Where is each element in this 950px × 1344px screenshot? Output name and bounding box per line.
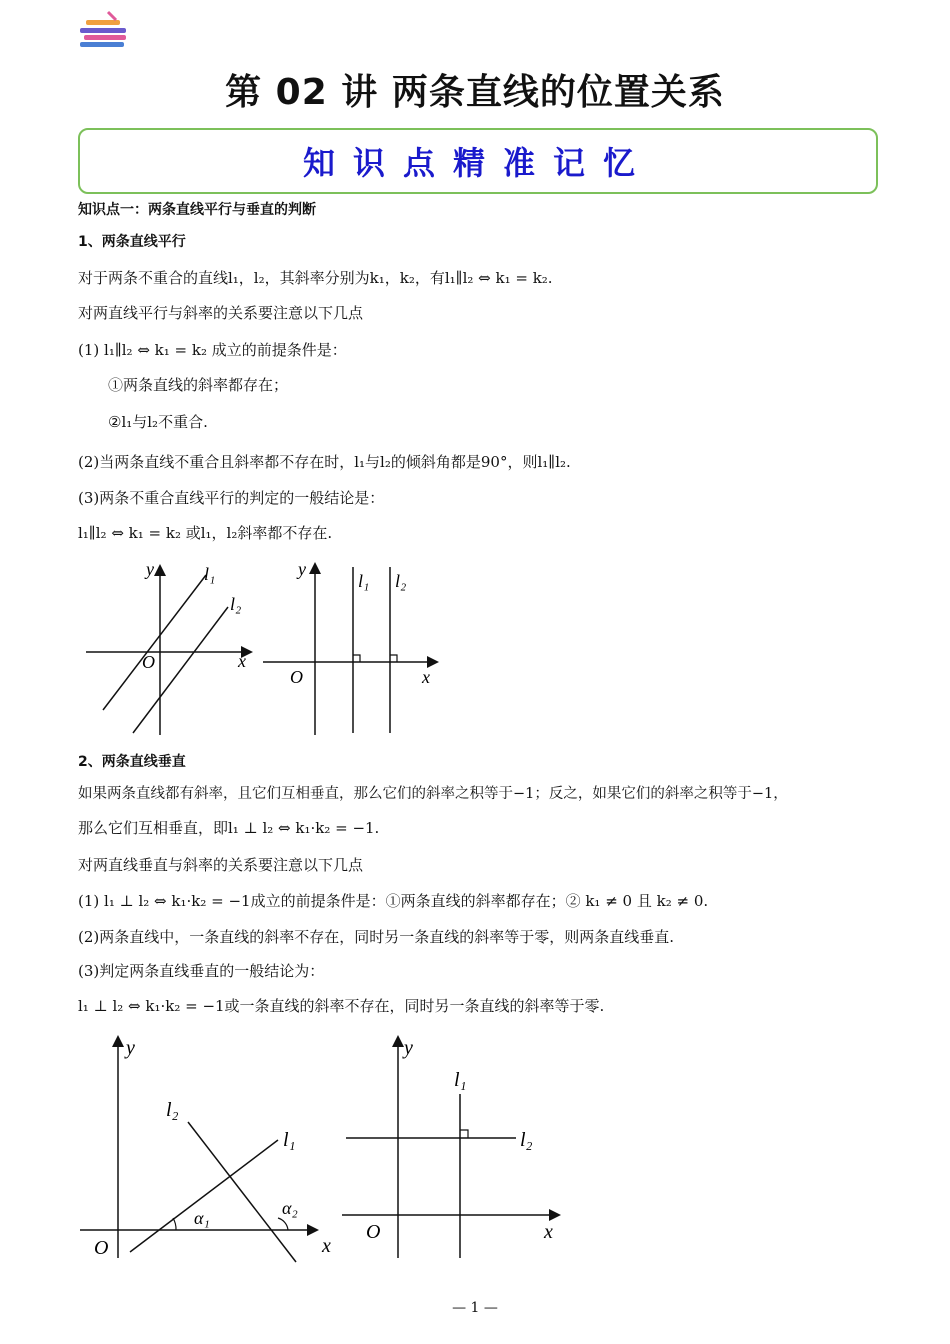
y-label: y xyxy=(404,1037,413,1059)
x-label: x xyxy=(238,651,246,671)
x-label: x xyxy=(422,667,430,687)
paragraph-parallel-definition: 对于两条不重合的直线l₁，l₂，其斜率分别为k₁，k₂，有l₁∥l₂ ⇔ k₁ = k₂. xyxy=(78,269,553,287)
paragraph-perpendicular-definition-1: 如果两条直线都有斜率，且它们互相垂直，那么它们的斜率之积等于−1；反之，如果它们的斜率之积等于−1， xyxy=(78,786,788,802)
y-label: y xyxy=(126,1037,135,1059)
figure-perpendicular-oblique xyxy=(78,1030,348,1270)
figure-perpendicular-axis-aligned xyxy=(340,1030,580,1270)
paragraph-parallel-conclusion: l₁∥l₂ ⇔ k₁ = k₂ 或l₁，l₂斜率都不存在. xyxy=(78,524,333,542)
paragraph-perp-conclusion: l₁ ⊥ l₂ ⇔ k₁·k₂ = −1或一条直线的斜率不存在，同时另一条直线的斜率等于零. xyxy=(78,997,605,1015)
banner-text: 知识点精准记忆 xyxy=(302,144,653,182)
subsection-perpendicular-heading: 2、两条直线垂直 xyxy=(78,754,186,770)
book-stack-logo-icon xyxy=(78,10,128,50)
paragraph-condition-1: (1) l₁∥l₂ ⇔ k₁ = k₂ 成立的前提条件是： xyxy=(78,341,347,359)
origin-label: O xyxy=(94,1237,109,1259)
alpha2-label: α₂ xyxy=(282,1198,298,1218)
l1-label: l₁ xyxy=(358,571,370,591)
l2-label: l₂ xyxy=(230,594,242,614)
line-l2 xyxy=(188,1122,296,1262)
angle-alpha1-arc xyxy=(173,1218,176,1230)
knowledge-point-heading: 知识点一：两条直线平行与垂直的判断 xyxy=(78,202,316,218)
alpha1-label: α₁ xyxy=(194,1208,210,1228)
x-label: x xyxy=(544,1221,553,1243)
figure-parallel-oblique xyxy=(78,555,268,740)
paragraph-perpendicular-definition-2: 那么它们互相垂直，即l₁ ⊥ l₂ ⇔ k₁·k₂ = −1. xyxy=(78,819,380,837)
x-label: x xyxy=(322,1235,331,1257)
right-angle-mark-2 xyxy=(390,655,397,662)
l1-label: l₁ xyxy=(283,1129,296,1151)
origin-label: O xyxy=(290,667,303,687)
paragraph-perp-condition-3: (3)判定两条直线垂直的一般结论为： xyxy=(78,962,325,980)
paragraph-notes-intro: 对两直线平行与斜率的关系要注意以下几点 xyxy=(78,304,364,322)
l2-label: l₂ xyxy=(395,571,407,591)
angle-alpha2-arc xyxy=(278,1218,288,1230)
section-banner xyxy=(78,128,878,194)
condition-item-2: ②l₁与l₂不重合. xyxy=(108,413,208,431)
figure-parallel-vertical xyxy=(258,555,448,740)
paragraph-perp-condition-1: (1) l₁ ⊥ l₂ ⇔ k₁·k₂ = −1成立的前提条件是：①两条直线的斜率都存在；② k₁ ≠ 0 且 k₂ ≠ 0. xyxy=(78,892,709,910)
line-l1 xyxy=(103,575,206,710)
l2-label: l₂ xyxy=(166,1099,179,1121)
paragraph-condition-2: (2)当两条直线不重合且斜率都不存在时，l₁与l₂的倾斜角都是90°，则l₁∥l₂. xyxy=(78,453,571,471)
origin-label: O xyxy=(366,1221,381,1243)
right-angle-mark xyxy=(460,1130,468,1138)
page-title: 第 02 讲 两条直线的位置关系 xyxy=(225,72,725,113)
subsection-parallel-heading: 1、两条直线平行 xyxy=(78,234,186,250)
l2-label: l₂ xyxy=(520,1129,533,1151)
paragraph-condition-3: (3)两条不重合直线平行的判定的一般结论是： xyxy=(78,489,385,507)
right-angle-mark-1 xyxy=(353,655,360,662)
origin-label: O xyxy=(142,652,155,672)
l1-label: l₁ xyxy=(204,564,216,584)
page-number: — 1 — xyxy=(452,1300,498,1316)
l1-label: l₁ xyxy=(454,1069,467,1091)
paragraph-perp-condition-2: (2)两条直线中，一条直线的斜率不存在，同时另一条直线的斜率等于零，则两条直线垂直. xyxy=(78,928,675,946)
y-label: y xyxy=(146,559,154,579)
y-label: y xyxy=(298,559,306,579)
line-l1 xyxy=(130,1140,278,1252)
condition-item-1: ①两条直线的斜率都存在； xyxy=(108,376,289,394)
paragraph-perp-notes-intro: 对两直线垂直与斜率的关系要注意以下几点 xyxy=(78,856,364,874)
